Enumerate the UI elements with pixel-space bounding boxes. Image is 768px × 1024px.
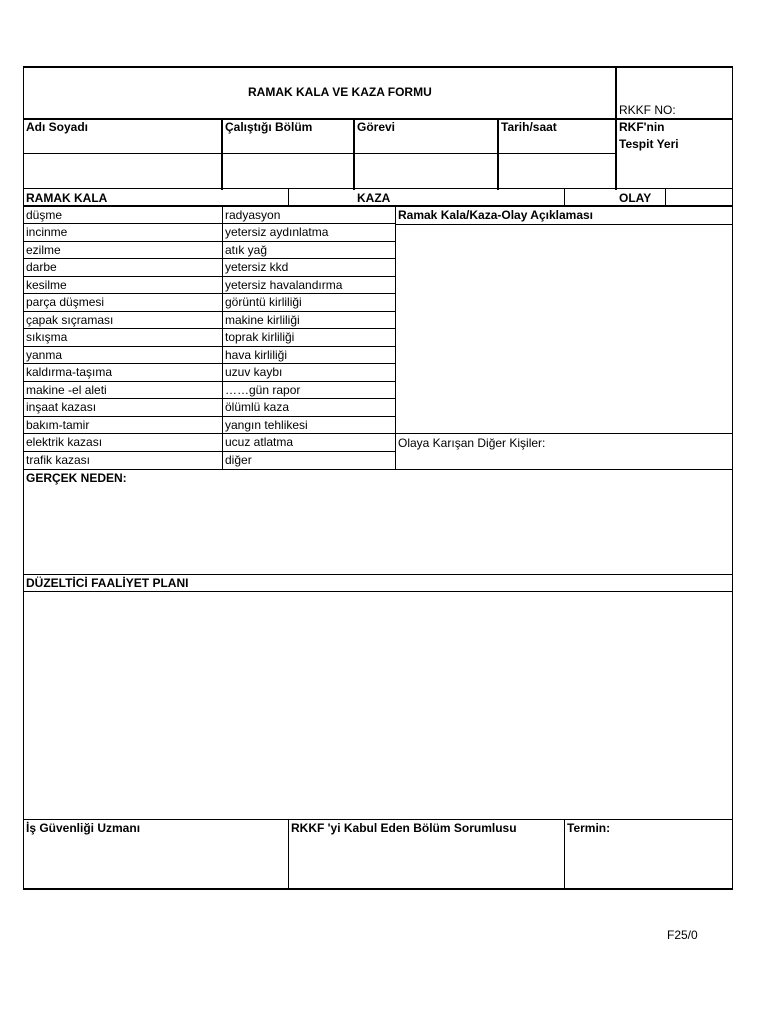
row-line	[23, 311, 395, 312]
frame-bottom	[23, 888, 733, 890]
row-line	[23, 416, 395, 417]
list-item: radyasyon	[225, 208, 281, 222]
list-item: ucuz atlatma	[225, 435, 294, 449]
accident-label: KAZA	[357, 191, 391, 205]
row-line	[23, 451, 395, 452]
col-divider-1	[221, 118, 223, 190]
expert-label: İş Güvenliği Uzmanı	[26, 821, 141, 835]
checklist-bottom-line	[23, 469, 733, 470]
frame-right	[732, 66, 733, 890]
list-item: elektrik kazası	[26, 435, 103, 449]
list-item: parça düşmesi	[26, 295, 105, 309]
row-line	[23, 363, 395, 364]
footer-divider-1	[288, 819, 289, 889]
datetime-label: Tarih/saat	[501, 120, 557, 134]
description-label: Ramak Kala/Kaza-Olay Açıklaması	[398, 208, 593, 222]
department-label: Çalıştığı Bölüm	[225, 120, 313, 134]
duty-label: Görevi	[357, 120, 396, 134]
dept-head-label: RKKF 'yi Kabul Eden Bölüm Sorumlusu	[291, 821, 517, 835]
rkkf-no-divider	[615, 66, 617, 119]
form-title: RAMAK KALA VE KAZA FORMU	[248, 85, 432, 99]
description-header-line	[395, 224, 733, 225]
others-top-line	[395, 433, 733, 434]
row-line	[23, 381, 395, 382]
type-divider-a	[288, 188, 289, 206]
header-bottom-line	[23, 188, 733, 189]
list-item: kaldırma-taşıma	[26, 365, 113, 379]
type-bottom-line	[23, 205, 733, 207]
list-divider-2	[395, 205, 396, 470]
row-line	[23, 276, 395, 277]
corrective-header-line	[23, 591, 733, 592]
others-label: Olaya Karışan Diğer Kişiler:	[398, 436, 546, 450]
list-item: sıkışma	[26, 330, 68, 344]
list-item: kesilme	[26, 278, 67, 292]
list-item: makine -el aleti	[26, 383, 107, 397]
list-item: toprak kirliliği	[225, 330, 295, 344]
row-line	[23, 223, 395, 224]
type-divider-b	[564, 188, 565, 206]
col-divider-2	[353, 118, 355, 190]
rkf-place-label-1: RKF'nin	[619, 120, 665, 134]
col-divider-3	[497, 118, 499, 190]
footer-divider-2	[564, 819, 565, 889]
root-cause-label: GERÇEK NEDEN:	[26, 471, 127, 485]
form-code: F25/0	[667, 928, 698, 942]
row-line	[23, 433, 395, 434]
list-item: darbe	[26, 260, 57, 274]
list-item: çapak sıçraması	[26, 313, 114, 327]
row-line	[23, 258, 395, 259]
row-line	[23, 328, 395, 329]
col-divider-4	[615, 118, 617, 190]
list-item: görüntü kirliliği	[225, 295, 302, 309]
list-item: yetersiz havalandırma	[225, 278, 343, 292]
list-item: düşme	[26, 208, 63, 222]
row-line	[23, 293, 395, 294]
root-cause-bottom-line	[23, 574, 733, 575]
list-item: inşaat kazası	[26, 400, 97, 414]
list-item: atık yağ	[225, 243, 268, 257]
header-mid-line	[23, 153, 616, 154]
rkf-place-label-2: Tespit Yeri	[619, 137, 679, 151]
row-line	[23, 398, 395, 399]
list-item: yanma	[26, 348, 63, 362]
corrective-label: DÜZELTİCİ FAALİYET PLANI	[26, 576, 189, 590]
list-item: yangın tehlikesi	[225, 418, 308, 432]
near-miss-label: RAMAK KALA	[26, 191, 108, 205]
corrective-bottom-line	[23, 819, 733, 820]
list-item: yetersiz kkd	[225, 260, 289, 274]
list-item: bakım-tamir	[26, 418, 90, 432]
row-line	[23, 241, 395, 242]
list-item: incinme	[26, 225, 68, 239]
list-item: ölümlü kaza	[225, 400, 290, 414]
deadline-label: Termin:	[567, 821, 611, 835]
name-label: Adı Soyadı	[26, 120, 89, 134]
row-line	[23, 346, 395, 347]
list-item: makine kirliliği	[225, 313, 300, 327]
list-item: ezilme	[26, 243, 61, 257]
frame-top	[23, 66, 733, 68]
type-divider-c	[665, 188, 666, 206]
list-divider-1	[222, 205, 223, 470]
incident-label: OLAY	[619, 191, 652, 205]
frame-left	[23, 66, 24, 890]
list-item: yetersiz aydınlatma	[225, 225, 329, 239]
rkkf-no-label: RKKF NO:	[619, 103, 676, 117]
list-item: hava kirliliği	[225, 348, 288, 362]
list-item: ……gün rapor	[225, 383, 301, 397]
list-item: trafik kazası	[26, 453, 91, 467]
list-item: diğer	[225, 453, 252, 467]
list-item: uzuv kaybı	[225, 365, 283, 379]
